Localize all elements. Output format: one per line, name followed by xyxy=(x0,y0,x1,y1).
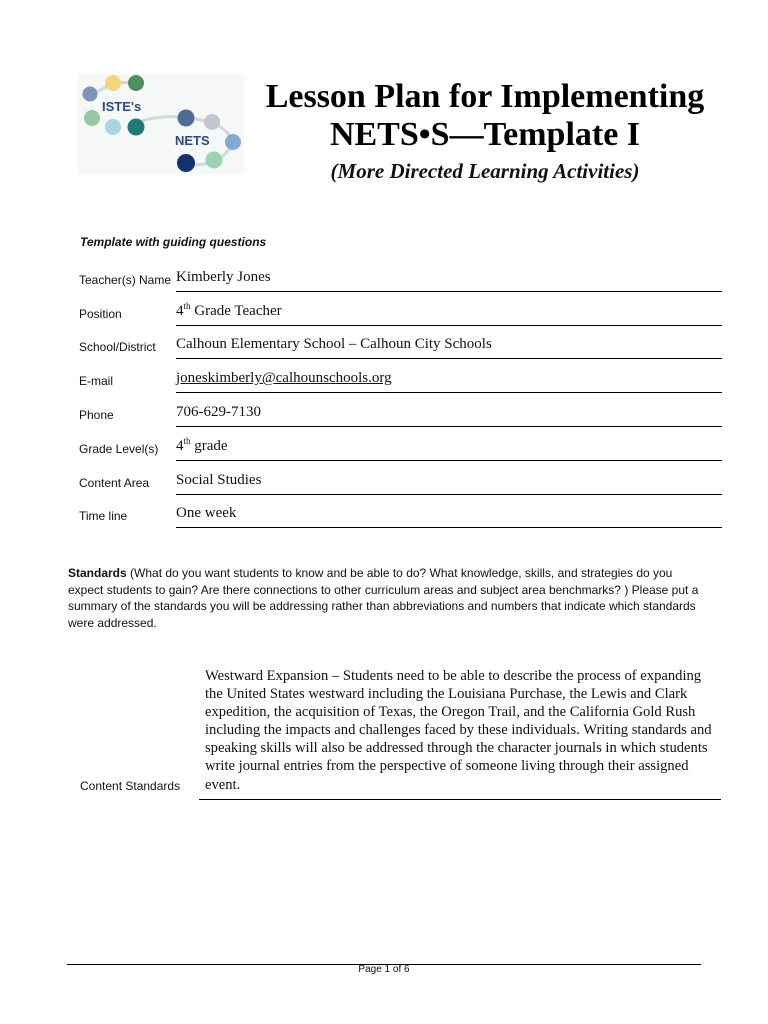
content-area-value: Social Studies xyxy=(176,471,262,488)
logo-iste-text: ISTE's xyxy=(102,99,142,114)
position-suffix: Grade Teacher xyxy=(190,302,282,319)
page-title xyxy=(250,78,720,154)
timeline-value: One week xyxy=(176,505,237,522)
email-link[interactable]: joneskimberly@calhounschools.org xyxy=(176,370,392,387)
school-value: Calhoun Elementary School – Calhoun City Schools xyxy=(176,336,492,353)
title-line-2: NETS•S—Template I xyxy=(329,116,641,153)
email-row xyxy=(68,359,722,393)
teacher-value: Kimberly Jones xyxy=(176,268,271,285)
grade-number: 4 xyxy=(176,437,184,454)
content-standards-label: Content Standards xyxy=(80,779,181,793)
position-value xyxy=(176,300,282,320)
school-label: School/District xyxy=(79,340,156,355)
position-row xyxy=(68,292,722,326)
standards-heading: Standards xyxy=(68,566,127,580)
content-standards-field xyxy=(199,667,721,800)
email-label: E-mail xyxy=(79,374,114,389)
grade-label: Grade Level(s) xyxy=(79,441,159,456)
grade-ordinal: th xyxy=(183,435,191,446)
phone-value: 706-629-7130 xyxy=(176,403,261,420)
page-number: Page 1 of 6 xyxy=(358,964,410,975)
teacher-row xyxy=(68,258,722,292)
school-row xyxy=(68,326,722,360)
content-standards-value: Westward Expansion – Students need to be able to describe the process of expanding the United States westward including the Louisiana Purchase, the Lewis and Clark expedition, the acquisition of Texas, the Oregon Trail, and the California Gold Rush including the impacts and challenges faced by these individuals. Writing standards and speaking skills will also be addressed through the character journals in which students write journal entries from the perspective of someone living through their assigned event. xyxy=(205,668,712,793)
position-ordinal: th xyxy=(183,300,191,311)
grade-row xyxy=(68,427,722,461)
timeline-row xyxy=(68,495,722,529)
standards-paragraph xyxy=(68,565,708,631)
standards-description: (What do you want students to know and be able to do? What knowledge, skills, and strategies do you expect students to gain? Are there connections to other curriculum areas and subject area benchmarks? ) Please put a summary of the standards you will be addressing rather than abbreviations and numbers that indicate which standards were addressed. xyxy=(68,566,699,630)
phone-label: Phone xyxy=(79,407,114,422)
position-label: Position xyxy=(79,306,122,321)
title-line-1: Lesson Plan for Implementing xyxy=(265,78,705,115)
iste-nets-logo xyxy=(78,74,244,174)
grade-suffix: grade xyxy=(190,437,228,454)
grade-value xyxy=(176,435,228,455)
page-subtitle: (More Directed Learning Activities) xyxy=(330,159,640,183)
guiding-questions-label: Template with guiding questions xyxy=(80,235,267,249)
logo-nets-text: NETS xyxy=(175,133,210,148)
content-area-label: Content Area xyxy=(79,475,150,490)
teacher-info-table xyxy=(68,258,722,528)
content-area-row xyxy=(68,461,722,495)
phone-row xyxy=(68,393,722,427)
teacher-label: Teacher(s) Name xyxy=(79,272,172,287)
timeline-label: Time line xyxy=(79,509,128,524)
position-number: 4 xyxy=(176,302,184,319)
